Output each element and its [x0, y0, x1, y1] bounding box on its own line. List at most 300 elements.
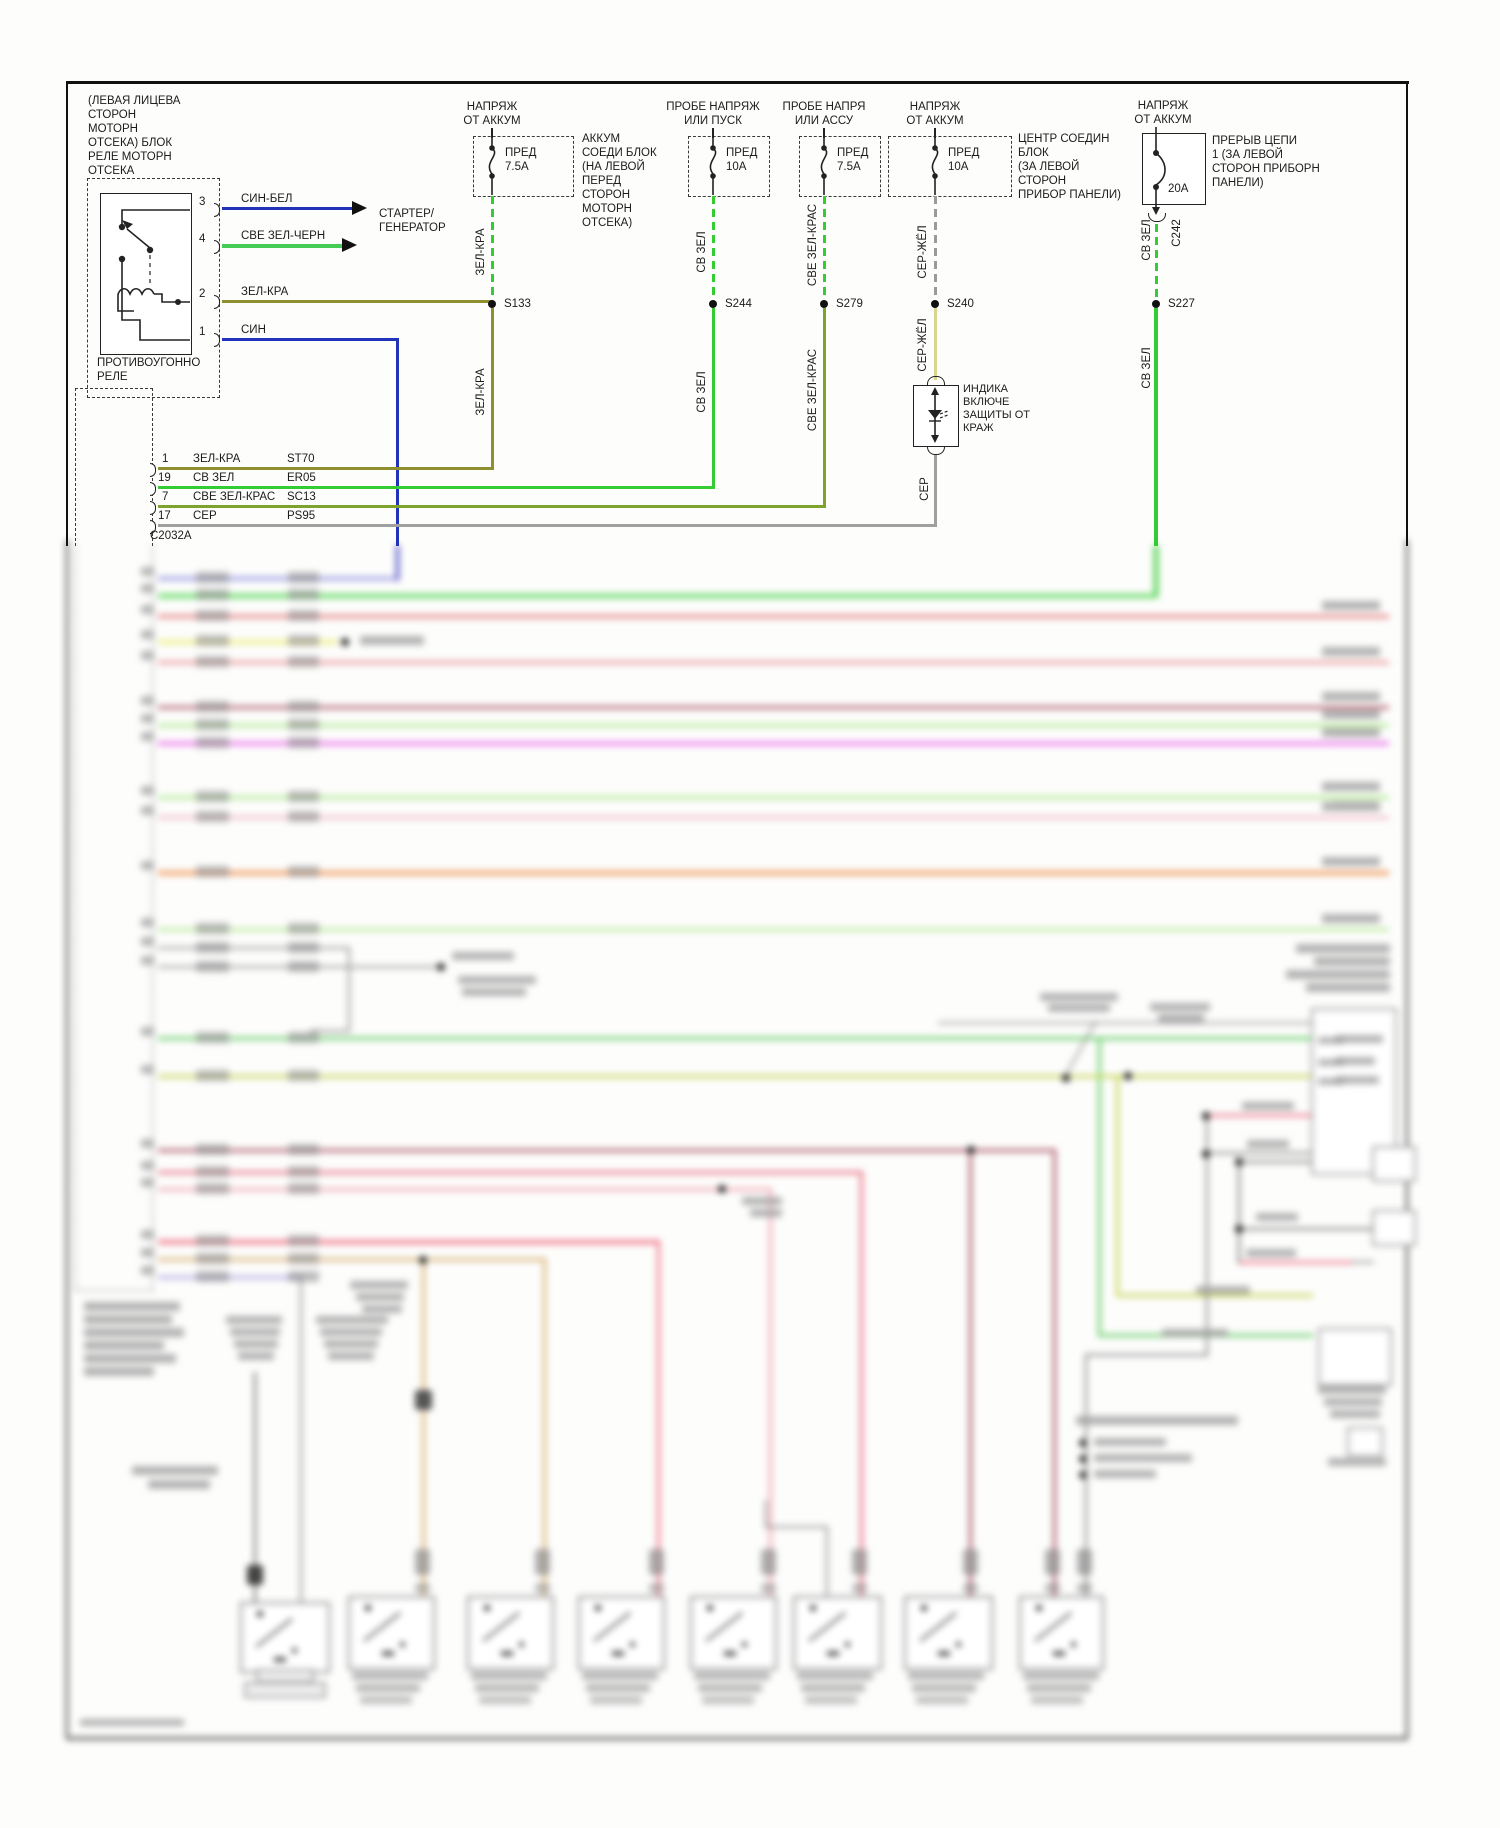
- blurred-pin-number: [141, 1266, 154, 1275]
- blurred-wire: [158, 816, 1389, 819]
- blurred-text: [352, 1672, 428, 1680]
- blurred-connector: [288, 1183, 319, 1194]
- blurred-junction-dot: [1202, 1112, 1210, 1120]
- blurred-switch-box: [240, 1602, 330, 1673]
- blurred-switch-contact: [257, 1611, 263, 1617]
- blurred-ground-symbol: [244, 1682, 326, 1698]
- blurred-text: [1094, 1454, 1192, 1462]
- blurred-pin-number: [141, 918, 154, 927]
- relay-pin-3: 3: [199, 196, 206, 208]
- blurred-switch-contact: [921, 1605, 927, 1611]
- blurred-text: [698, 1684, 762, 1692]
- blurred-wire: [158, 928, 1389, 931]
- blurred-text: [1076, 1416, 1238, 1425]
- blurred-text: [586, 1684, 650, 1692]
- blurred-connector: [535, 1549, 550, 1575]
- blurred-text: [350, 1281, 408, 1289]
- blurred-text: [84, 1315, 172, 1324]
- blurred-connector: [288, 635, 319, 646]
- blurred-wire: [1352, 1261, 1374, 1263]
- blurred-text: [1318, 1386, 1386, 1394]
- blurred-connector: [288, 1166, 319, 1177]
- fuse3-wire-below-label: СВЕ ЗЕЛ-КРАС: [807, 348, 819, 432]
- blurred-pin-number: [141, 567, 154, 576]
- blurred-diode: [247, 1565, 263, 1585]
- blurred-switch-contact: [595, 1605, 601, 1611]
- blurred-wire: [158, 706, 1389, 709]
- relay-pin-2: 2: [199, 288, 206, 300]
- blurred-wire: [158, 1188, 772, 1191]
- blurred-text: [1322, 692, 1380, 701]
- page-border-left-blur: [66, 540, 68, 1740]
- blurred-switch-contact: [400, 1642, 405, 1647]
- blurred-text: [1246, 1249, 1296, 1257]
- blurred-connector: [852, 1583, 867, 1593]
- blurred-connector: [288, 719, 319, 730]
- blurred-connector: [288, 737, 319, 748]
- blurred-connector: [288, 701, 319, 712]
- fuse4-rating: ПРЕД 10А: [948, 147, 980, 173]
- blurred-pin-number: [141, 1065, 154, 1074]
- connector-row-circuit: ST70: [287, 453, 315, 465]
- blurred-connector: [196, 1032, 229, 1043]
- blurred-switch-contact: [292, 1648, 297, 1653]
- blurred-text: [1328, 1458, 1386, 1466]
- blurred-text: [1330, 1410, 1380, 1418]
- blurred-switch-mark: [938, 1651, 950, 1656]
- blurred-text: [230, 1328, 280, 1336]
- blurred-text: [1322, 914, 1380, 923]
- blurred-text: [742, 1197, 782, 1205]
- blurred-text: [1023, 1672, 1099, 1680]
- blurred-connector: [196, 942, 229, 953]
- blurred-text: [84, 1302, 180, 1311]
- blurred-pin-number: [141, 605, 154, 614]
- blurred-connector: [288, 572, 319, 583]
- page-border-right-blur: [1406, 540, 1408, 1740]
- blurred-connector: [288, 942, 319, 953]
- breaker-label: ПРЕРЫВ ЦЕПИ 1 (ЗА ЛЕВОЙ СТОРОН ПРИБОРН ПАНЕЛИ): [1212, 135, 1320, 189]
- blurred-text: [328, 1352, 374, 1360]
- blurred-wire: [657, 1240, 660, 1596]
- blurred-switch-contact: [742, 1642, 747, 1647]
- blurred-wire: [1085, 1354, 1208, 1356]
- blurred-connector: [288, 866, 319, 877]
- connector-row-wire: СВ ЗЕЛ: [193, 472, 235, 484]
- blurred-switch-box: [793, 1596, 882, 1670]
- blurred-text: [1335, 1035, 1383, 1043]
- blurred-connector: [196, 1070, 229, 1081]
- indicator-wire-below-label: СЕР: [919, 477, 931, 501]
- blurred-connector: [288, 1235, 319, 1246]
- blurred-wire: [158, 577, 398, 580]
- blurred-text: [1196, 1286, 1250, 1294]
- blurred-pin-number: [141, 1027, 154, 1036]
- relay-name: ПРОТИВОУГОННО РЕЛЕ: [97, 357, 201, 383]
- blurred-connector: [196, 1144, 229, 1155]
- blurred-wire: [765, 1526, 828, 1528]
- blurred-wire: [543, 1258, 546, 1596]
- blurred-text: [238, 1352, 274, 1360]
- connector-row-circuit: ER05: [287, 472, 316, 484]
- splice-s240-label: S240: [947, 298, 974, 310]
- blurred-switch-mark: [382, 1651, 394, 1656]
- blurred-wire: [158, 1240, 660, 1244]
- fuse3-feed-label: ПРОБЕ НАПРЯ ИЛИ АССУ: [782, 101, 866, 127]
- blurred-junction-dot: [967, 1146, 975, 1154]
- blurred-connector: [649, 1583, 664, 1593]
- blurred-junction-dot: [437, 963, 445, 971]
- blurred-wire: [158, 871, 1389, 875]
- blurred-text: [316, 1316, 388, 1324]
- blurred-wire: [1238, 1228, 1374, 1230]
- blurred-connector: [288, 961, 319, 972]
- blurred-connector: [196, 866, 229, 877]
- blurred-text: [1040, 993, 1118, 1001]
- blurred-pin-number: [141, 1161, 154, 1170]
- connector-dashed-left-blur: [75, 545, 77, 1291]
- starter-generator-label: СТАРТЕР/ ГЕНЕРАТОР: [379, 208, 446, 234]
- blurred-text: [356, 1684, 420, 1692]
- blurred-connector: [535, 1583, 550, 1593]
- blurred-text: [84, 1341, 164, 1350]
- splice-s227-label: S227: [1168, 298, 1195, 310]
- splice-s244-label: S244: [725, 298, 752, 310]
- fuse4-wire-below-label: СЕР-ЖЁЛ: [917, 318, 929, 372]
- blurred-text: [801, 1684, 865, 1692]
- blurred-text: [1332, 801, 1378, 809]
- blurred-junction-dot: [419, 1256, 427, 1264]
- blurred-wire: [348, 947, 350, 1032]
- blurred-text: [1162, 1329, 1228, 1337]
- relay-pin-1: 1: [199, 326, 206, 338]
- battery-junction-box-label: АККУМ СОЕДИ БЛОК (НА ЛЕВОЙ ПЕРЕД СТОРОН МОТОРН ОТСЕКА): [582, 133, 657, 229]
- blurred-text: [1094, 1438, 1166, 1446]
- blurred-connector: [1045, 1549, 1060, 1575]
- blurred-legend-dot: [1079, 1439, 1087, 1447]
- blurred-connector: [196, 1253, 229, 1264]
- blurred-text: [360, 1696, 412, 1704]
- splice-s133-label: S133: [504, 298, 531, 310]
- fuse4-wire-label: СЕР-ЖЁЛ: [917, 225, 929, 279]
- blurred-text: [1286, 970, 1390, 979]
- blurred-pin-number: [141, 696, 154, 705]
- blurred-junction-dot: [1235, 1225, 1243, 1233]
- blurred-wire: [300, 1276, 302, 1602]
- central-junction-box-label: ЦЕНТР СОЕДИН БЛОК (ЗА ЛЕВОЙ СТОРОН ПРИБОР ПАНЕЛИ): [1018, 133, 1121, 201]
- blurred-switch-box: [578, 1596, 665, 1670]
- blurred-pin-number: [141, 1139, 154, 1148]
- splice-s279-label: S279: [836, 298, 863, 310]
- blurred-connector: [196, 1271, 229, 1282]
- blurred-pin-number: [141, 630, 154, 639]
- blurred-text: [1247, 1140, 1289, 1148]
- blurred-text: [1031, 1696, 1083, 1704]
- blurred-component-box: [1372, 1210, 1416, 1246]
- breaker-wire-label: СВ ЗЕЛ: [1141, 219, 1153, 261]
- blurred-connector: [196, 1166, 229, 1177]
- blurred-connector: [196, 1183, 229, 1194]
- blurred-text: [590, 1696, 642, 1704]
- blurred-connector: [288, 656, 319, 667]
- blurred-connector: [196, 610, 229, 621]
- blurred-pin-number: [141, 732, 154, 741]
- blurred-text: [458, 976, 536, 984]
- connector-id: C2032A: [150, 530, 192, 542]
- blurred-connector: [196, 572, 229, 583]
- blurred-switch-box: [1019, 1596, 1104, 1670]
- blurred-junction-dot: [1202, 1150, 1210, 1158]
- blurred-junction-dot: [1235, 1158, 1243, 1166]
- connector-row-pin: 19: [158, 472, 171, 484]
- blurred-wire: [1238, 1161, 1240, 1263]
- blurred-connector: [288, 923, 319, 934]
- fuse1-wire-label: ЗЕЛ-КРА: [475, 228, 487, 276]
- connector-row-wire: СВЕ ЗЕЛ-КРАС: [193, 491, 276, 503]
- blurred-connector: [196, 811, 229, 822]
- blurred-wire: [396, 545, 399, 581]
- blurred-switch-box: [467, 1596, 554, 1670]
- blurred-junction-dot: [1062, 1074, 1070, 1082]
- blurred-connector: [288, 1070, 319, 1081]
- blurred-component-box: [1347, 1427, 1383, 1457]
- blurred-text: [1322, 601, 1380, 610]
- blurred-connector: [288, 589, 319, 600]
- blurred-ground-symbol: [256, 1669, 314, 1683]
- blurred-wire: [1098, 1037, 1101, 1337]
- blurred-switch-contact: [810, 1605, 816, 1611]
- fuse3-wire-label: СВЕ ЗЕЛ-КРАС: [807, 203, 819, 287]
- blurred-text: [356, 1293, 404, 1301]
- blurred-text: [360, 636, 424, 645]
- blurred-switch-contact: [707, 1605, 713, 1611]
- blurred-text: [471, 1672, 547, 1680]
- blurred-diode: [415, 1390, 432, 1410]
- blurred-text: [1048, 1004, 1110, 1012]
- blurred-text: [1150, 1003, 1210, 1011]
- blurred-text: [320, 1328, 382, 1336]
- blurred-text: [1158, 1014, 1204, 1022]
- blurred-text: [479, 1696, 531, 1704]
- blurred-diagonal: [1065, 1020, 1097, 1075]
- blurred-wire: [158, 796, 1389, 799]
- blurred-text: [475, 1684, 539, 1692]
- blurred-text: [750, 1209, 782, 1217]
- blurred-text: [702, 1696, 754, 1704]
- blurred-text: [1242, 1102, 1294, 1110]
- connector-row-pin: 17: [158, 510, 171, 522]
- blurred-wire: [158, 742, 1389, 745]
- blurred-connector: [196, 635, 229, 646]
- blurred-connector: [288, 1253, 319, 1264]
- fuse2-feed-label: ПРОБЕ НАПРЯЖ ИЛИ ПУСК: [666, 101, 760, 127]
- blurred-text: [84, 1367, 154, 1376]
- blurred-connector: [1077, 1583, 1092, 1593]
- blurred-switch-contact: [519, 1642, 524, 1647]
- connector-row-circuit: PS95: [287, 510, 316, 522]
- blurred-switch-mark: [724, 1651, 736, 1656]
- fuse2-wire-label: СВ ЗЕЛ: [696, 231, 708, 273]
- fuse2-rating: ПРЕД 10А: [726, 147, 758, 173]
- blurred-text: [462, 988, 526, 996]
- blurred-connector: [1045, 1583, 1060, 1593]
- blurred-component-box: [1318, 1328, 1392, 1386]
- theft-indicator-label: ИНДИКА ВКЛЮЧЕ ЗАЩИТЫ ОТ КРАЖ: [963, 383, 1030, 434]
- blurred-pin-number: [141, 786, 154, 795]
- fuse3-rating: ПРЕД 7.5А: [837, 147, 869, 173]
- blurred-text: [1296, 944, 1390, 953]
- breaker-feed-label: НАПРЯЖ ОТ АККУМ: [1134, 100, 1192, 126]
- blurred-text: [797, 1672, 873, 1680]
- blurred-wire: [158, 947, 350, 949]
- blurred-pin-number: [141, 956, 154, 965]
- wire-label-sin: СИН: [241, 324, 266, 336]
- page-border-bottom-blur: [66, 1737, 1408, 1740]
- fuse2-wire-below-label: СВ ЗЕЛ: [696, 371, 708, 413]
- blurred-connector: [288, 610, 319, 621]
- blurred-text: [80, 1719, 184, 1726]
- blurred-switch-box: [904, 1596, 993, 1670]
- blurred-text: [84, 1328, 184, 1337]
- blurred-connector: [196, 737, 229, 748]
- blurred-wire: [158, 661, 1389, 664]
- blurred-switch-mark: [612, 1651, 624, 1656]
- blurred-pin-number: [141, 651, 154, 660]
- blurred-text: [1324, 1398, 1382, 1406]
- blurred-junction-dot: [718, 1185, 726, 1193]
- blurred-wire: [158, 724, 1389, 727]
- connector-row-wire: СЕР: [193, 510, 217, 522]
- fuse1-rating: ПРЕД 7.5A: [505, 147, 537, 173]
- blurred-wire: [158, 1037, 1313, 1040]
- blurred-wire: [938, 1022, 1313, 1024]
- blurred-connector: [852, 1549, 867, 1575]
- blurred-connector: [963, 1549, 978, 1575]
- blurred-text: [1335, 1057, 1375, 1065]
- blurred-pin-number: [141, 937, 154, 946]
- connector-row-pin: 7: [162, 491, 169, 503]
- wire-label-sve-zel-chern: СВЕ ЗЕЛ-ЧЕРН: [241, 230, 326, 242]
- blurred-text: [226, 1316, 282, 1324]
- blurred-wire: [158, 1276, 303, 1279]
- blurred-switch-mark: [501, 1651, 513, 1656]
- blurred-connector: [288, 791, 319, 802]
- blurred-text: [84, 1354, 176, 1363]
- relay-pin-4: 4: [199, 233, 206, 245]
- blurred-wire: [1053, 1149, 1056, 1602]
- blurred-text: [805, 1696, 857, 1704]
- blurred-wire: [860, 1171, 863, 1602]
- blurred-switch-mark: [827, 1651, 839, 1656]
- blurred-connector: [761, 1549, 776, 1575]
- blurred-text: [234, 1340, 278, 1348]
- blurred-wire: [158, 1171, 863, 1174]
- blurred-connector: [196, 701, 229, 712]
- blurred-connector: [288, 1144, 319, 1155]
- blurred-switch-contact: [630, 1642, 635, 1647]
- blurred-wire: [422, 1258, 425, 1596]
- blurred-text: [1322, 647, 1380, 656]
- wire-label-sin-bel: СИН-БЕЛ: [241, 193, 293, 205]
- blurred-connector: [196, 719, 229, 730]
- note-engine-compartment: (ЛЕВАЯ ЛИЦЕВА СТОРОН МОТОРН ОТСЕКА) БЛОК РЕЛЕ МОТОРН ОТСЕКА: [88, 95, 181, 177]
- breaker-wire-below-label: СВ ЗЕЛ: [1141, 347, 1153, 389]
- blurred-text: [1335, 1076, 1379, 1084]
- blurred-pin-number: [141, 714, 154, 723]
- blurred-text: [916, 1696, 968, 1704]
- breaker-connector-label: С242: [1171, 219, 1183, 247]
- blurred-wire: [769, 1188, 772, 1602]
- blurred-connector: [196, 961, 229, 972]
- blurred-pin-number: [141, 584, 154, 593]
- blurred-connector: [196, 589, 229, 600]
- blurred-text: [912, 1684, 976, 1692]
- blurred-wire: [1116, 1294, 1313, 1297]
- blurred-connector: [761, 1583, 776, 1593]
- blurred-wire: [1116, 1075, 1119, 1297]
- blurred-switch-contact: [1036, 1605, 1042, 1611]
- blurred-switch-box: [690, 1596, 777, 1670]
- blurred-switch-contact: [365, 1605, 371, 1611]
- blurred-pin-number: [141, 1248, 154, 1257]
- blurred-text: [1306, 983, 1390, 992]
- blurred-text: [1322, 782, 1380, 791]
- blurred-connector: [196, 656, 229, 667]
- blurred-connector: [649, 1549, 664, 1575]
- blurred-wire: [1154, 545, 1158, 598]
- blurred-component-box: [1372, 1146, 1416, 1182]
- blurred-text: [1322, 857, 1380, 866]
- blurred-wire: [1206, 1114, 1313, 1117]
- blurred-switch-contact: [956, 1642, 961, 1647]
- blurred-pin-number: [141, 806, 154, 815]
- blurred-wire: [158, 1075, 1313, 1078]
- blurred-text: [1094, 1470, 1156, 1478]
- blurred-switch-mark: [274, 1657, 286, 1662]
- blurred-text: [1332, 711, 1378, 719]
- blurred-connector: [196, 1235, 229, 1246]
- blurred-text: [132, 1466, 218, 1475]
- blurred-junction-dot: [341, 638, 349, 646]
- blurred-wire: [1206, 1152, 1313, 1154]
- breaker-rating: 20A: [1168, 183, 1189, 195]
- blurred-text: [148, 1480, 210, 1489]
- blurred-connector: [1077, 1549, 1092, 1575]
- blurred-connector: [196, 923, 229, 934]
- blurred-legend-dot: [1079, 1455, 1087, 1463]
- blurred-wire: [158, 615, 1389, 618]
- blurred-connector: [288, 1032, 319, 1043]
- blurred-wire: [765, 1500, 767, 1528]
- blurred-text: [582, 1672, 658, 1680]
- blurred-text: [452, 952, 514, 960]
- blurred-text: [1314, 957, 1390, 966]
- blurred-pin-number: [141, 1230, 154, 1239]
- blurred-text: [908, 1672, 984, 1680]
- blurred-text: [694, 1672, 770, 1680]
- fuse1-feed-label: НАПРЯЖ ОТ АККУМ: [463, 101, 521, 127]
- blurred-pin-number: [141, 861, 154, 870]
- fuse1-wire-below-label: ЗЕЛ-КРА: [475, 368, 487, 416]
- blurred-switch-mark: [1053, 1651, 1065, 1656]
- blurred-switch-contact: [484, 1605, 490, 1611]
- blurred-wire: [826, 1526, 828, 1598]
- blurred-switch-contact: [1071, 1642, 1076, 1647]
- blurred-pin-number: [141, 1178, 154, 1187]
- blurred-connector: [963, 1583, 978, 1593]
- fuse4-feed-label: НАПРЯЖ ОТ АККУМ: [906, 101, 964, 127]
- connector-row-wire: ЗЕЛ-КРА: [193, 453, 241, 465]
